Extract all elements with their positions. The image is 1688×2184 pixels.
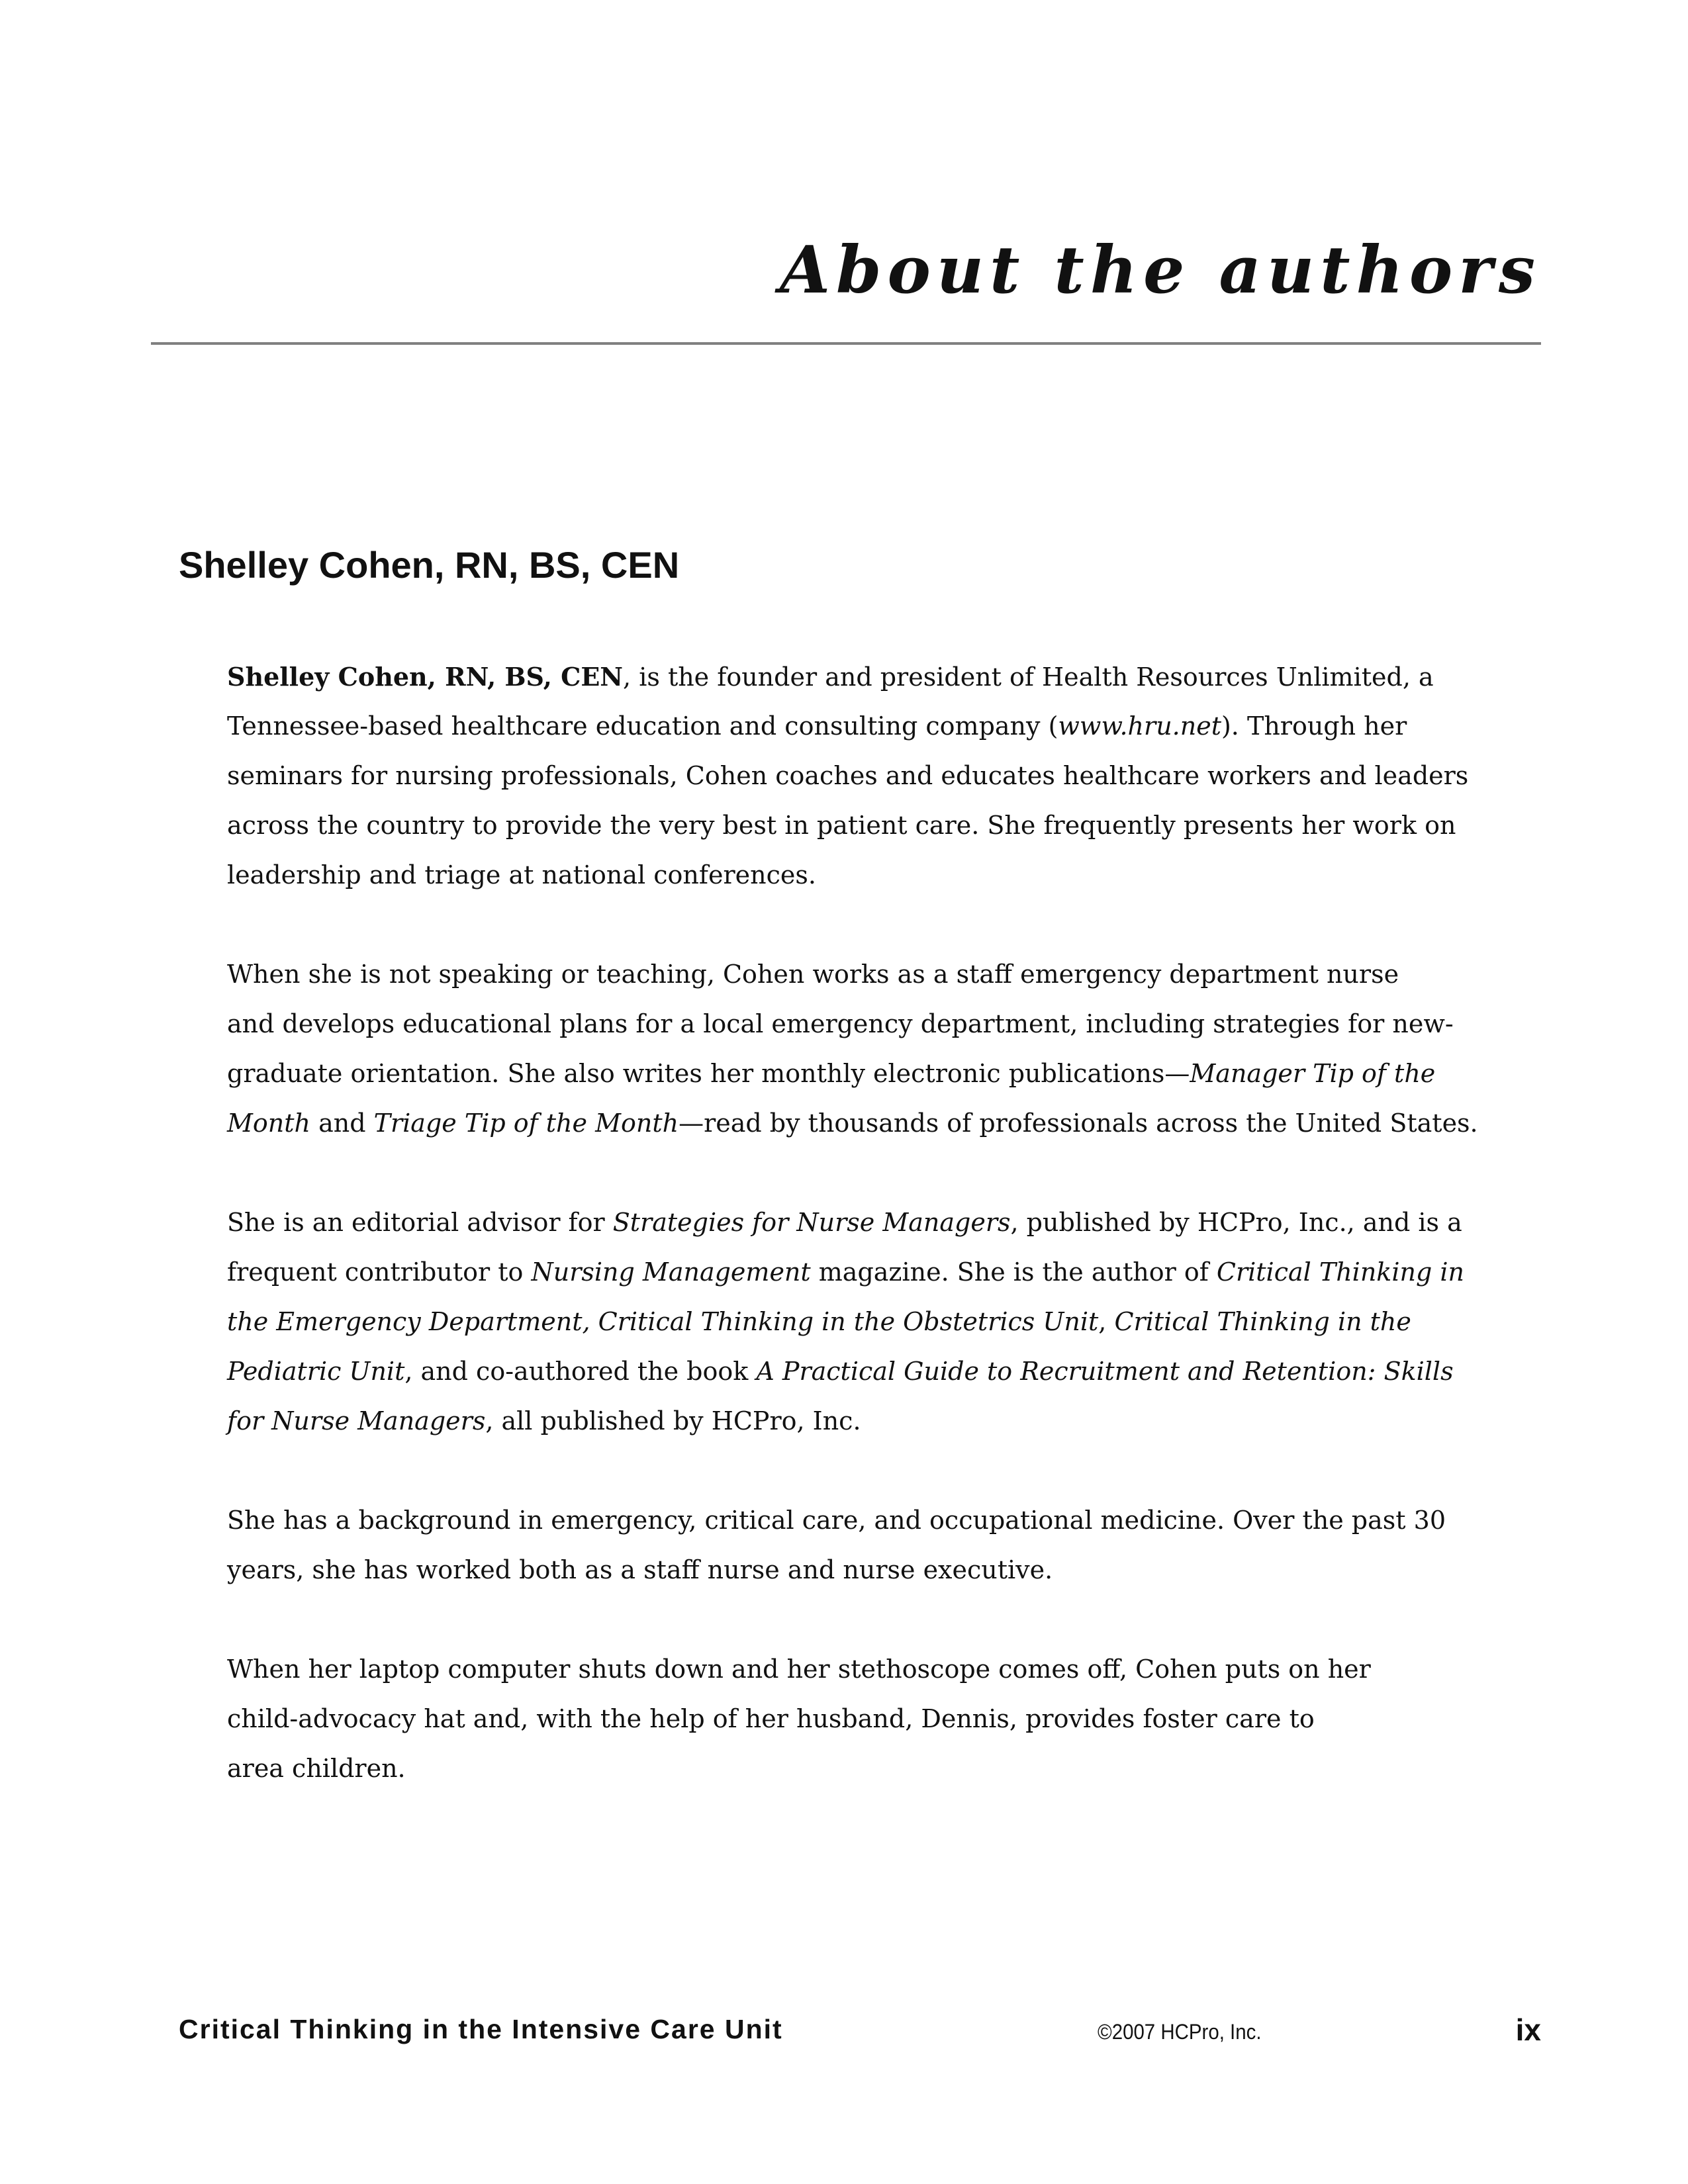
text-line (227, 652, 1478, 702)
bio-paragraph (227, 1645, 1478, 1794)
italic-text: Triage Tip of the Month (373, 1109, 679, 1138)
text-line (227, 702, 1478, 751)
text-segment: and (310, 1109, 374, 1138)
page-title: About the authors (780, 232, 1541, 308)
text-line (227, 850, 1478, 900)
text-segment: , all published by HCPro, Inc. (485, 1406, 861, 1435)
bio-paragraph (227, 652, 1478, 900)
italic-text: Strategies for Nurse Managers (612, 1208, 1011, 1237)
text-line (227, 801, 1478, 850)
text-segment: and develops educational plans for a local emergency department, including strategies for new- (227, 1009, 1454, 1038)
text-line (227, 950, 1478, 999)
text-line (227, 1645, 1478, 1694)
italic-text: A Practical Guide to Recruitment and Retention: Skills (756, 1357, 1454, 1386)
italic-text: the Emergency Department, Critical Thinking in the Obstetrics Unit (227, 1307, 1099, 1336)
text-segment: frequent contributor to (227, 1257, 532, 1287)
italic-text: www.hru.net (1058, 711, 1221, 741)
text-line (227, 1198, 1478, 1248)
text-segment: graduate orientation. She also writes her monthly electronic publications— (227, 1059, 1190, 1088)
text-line (227, 1396, 1478, 1446)
text-line (227, 751, 1478, 801)
text-line (227, 1744, 1478, 1794)
text-line (227, 1545, 1478, 1595)
text-segment: , and co-authored the book (404, 1357, 757, 1386)
text-segment: magazine. She is the author of (810, 1257, 1217, 1287)
text-line (227, 1049, 1478, 1099)
italic-text: Critical Thinking in the (1114, 1307, 1411, 1336)
italic-text: for Nurse Managers (227, 1406, 486, 1435)
text-line (227, 999, 1478, 1049)
text-line (227, 1347, 1478, 1396)
text-segment: , is the founder and president of Health Resources Unlimited, a (623, 662, 1434, 692)
text-segment: She has a background in emergency, critical care, and occupational medicine. Over the past 30 (227, 1506, 1446, 1535)
text-line (227, 1099, 1478, 1148)
bio-paragraph (227, 1496, 1478, 1595)
text-line (227, 1248, 1478, 1297)
bio-paragraph (227, 1198, 1478, 1446)
text-segment: leadership and triage at national conferences. (227, 860, 816, 889)
footer-book-title: Critical Thinking in the Intensive Care Unit (179, 2014, 783, 2044)
bold-text: Shelley Cohen, RN, BS, CEN (227, 662, 624, 692)
italic-text: Manager Tip of the (1190, 1059, 1436, 1088)
page-number: ix (1515, 2013, 1541, 2047)
text-line (227, 1694, 1478, 1744)
text-line (227, 1496, 1478, 1545)
italic-text: Month (227, 1109, 311, 1138)
text-segment: years, she has worked both as a staff nurse and nurse executive. (227, 1555, 1053, 1584)
text-segment: Tennessee-based healthcare education and consulting company ( (227, 711, 1058, 741)
text-segment: She is an editorial advisor for (227, 1208, 613, 1237)
text-line (227, 1297, 1478, 1347)
text-segment: , published by HCPro, Inc., and is a (1010, 1208, 1462, 1237)
text-segment: —read by thousands of professionals across the United States. (679, 1109, 1478, 1138)
bio-paragraph (227, 950, 1478, 1148)
text-segment: area children. (227, 1754, 406, 1783)
italic-text: Critical Thinking in (1216, 1257, 1464, 1287)
text-segment: seminars for nursing professionals, Cohen coaches and educates healthcare workers and leaders (227, 761, 1469, 790)
text-segment: child-advocacy hat and, with the help of her husband, Dennis, provides foster care to (227, 1704, 1315, 1733)
text-segment: When her laptop computer shuts down and her stethoscope comes off, Cohen puts on her (227, 1655, 1371, 1684)
author-heading: Shelley Cohen, RN, BS, CEN (179, 544, 680, 586)
text-segment: , (1098, 1307, 1115, 1336)
footer-copyright: ©2007 HCPro, Inc. (1098, 2020, 1262, 2044)
author-bio (227, 652, 1478, 1843)
italic-text: Pediatric Unit (227, 1357, 405, 1386)
title-divider (151, 342, 1541, 345)
italic-text: Nursing Management (531, 1257, 811, 1287)
text-segment: When she is not speaking or teaching, Cohen works as a staff emergency department nurse (227, 960, 1399, 989)
text-segment: ). Through her (1221, 711, 1407, 741)
text-segment: across the country to provide the very best in patient care. She frequently presents her work on (227, 811, 1456, 840)
